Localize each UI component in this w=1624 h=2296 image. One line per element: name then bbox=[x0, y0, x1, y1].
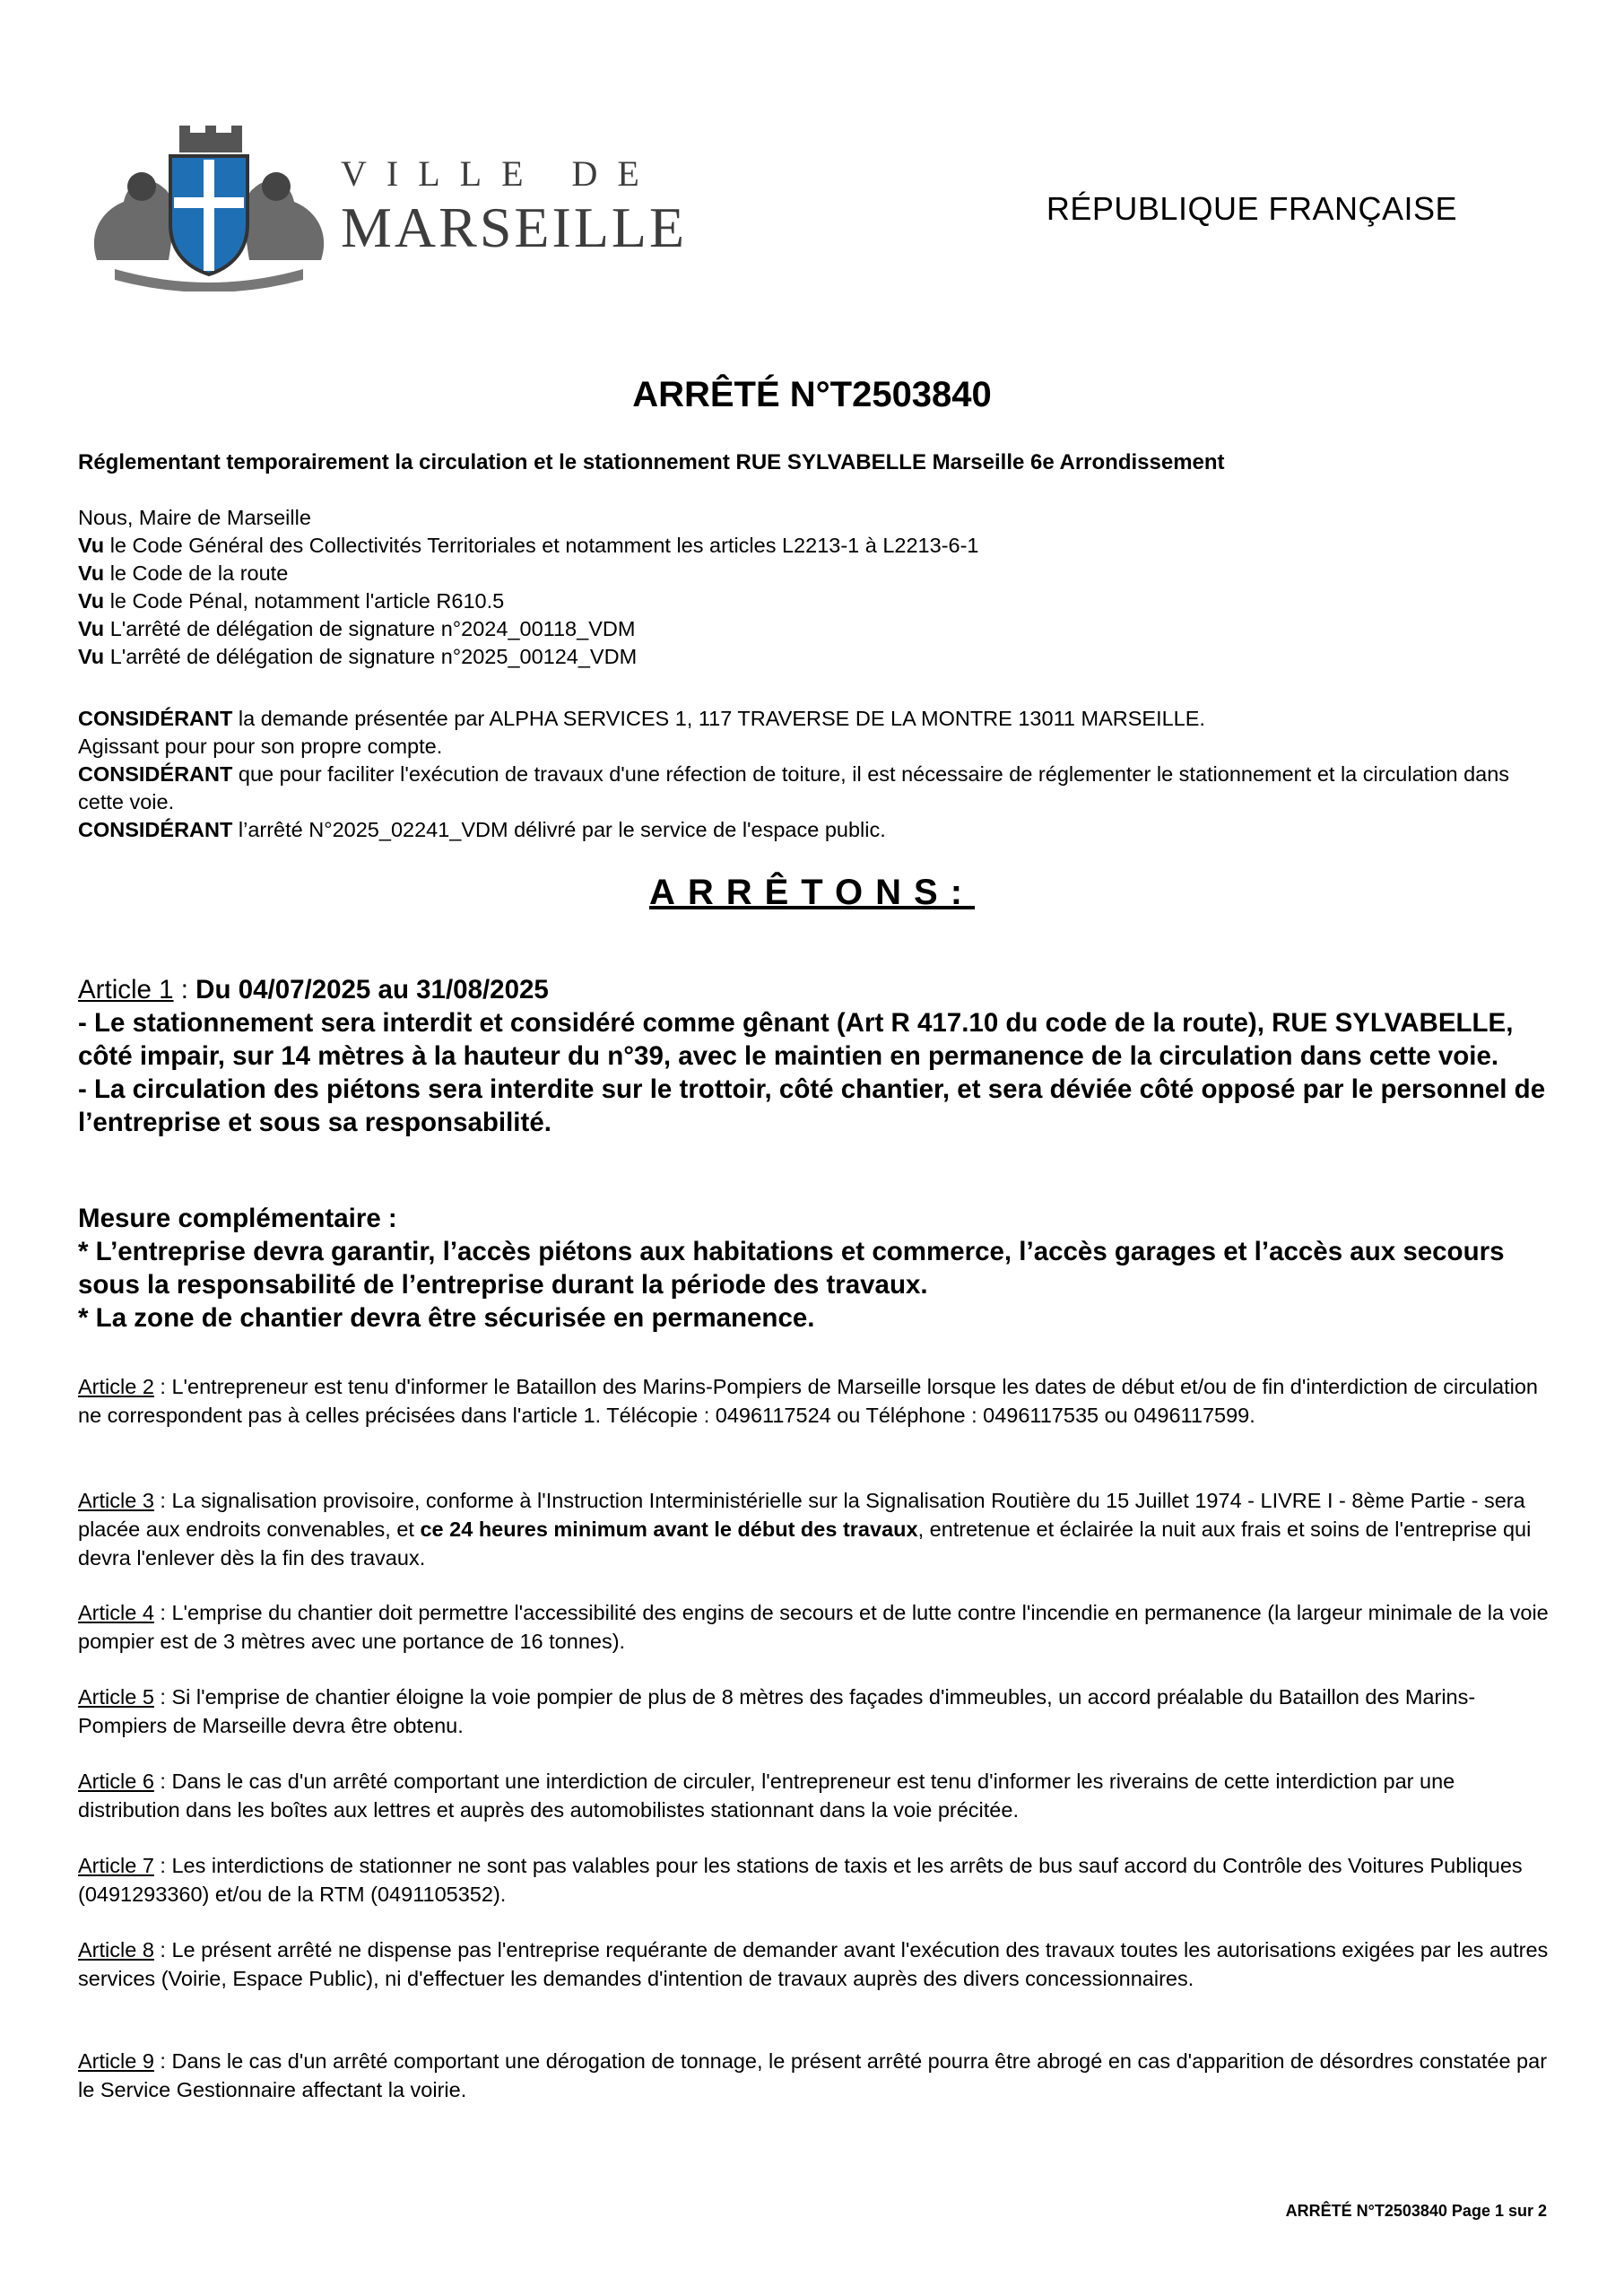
article-text: : Le présent arrêté ne dispense pas l'entreprise requérante de demander avant l'exécution des travaux toutes les autorisations exigées par les autres services (Voirie, Espace Public), ni d'effectuer les demandes d'intention de travaux auprès des divers concessionnaires. bbox=[78, 1938, 1549, 1990]
mesure-title: Mesure complémentaire : bbox=[78, 1204, 397, 1233]
arretons-heading: ARRÊTONS: bbox=[648, 873, 976, 912]
article-label: Article 7 bbox=[78, 1854, 154, 1877]
vu-text: le Code de la route bbox=[104, 561, 289, 585]
coat-of-arms-icon bbox=[79, 126, 339, 291]
considerant-2 bbox=[78, 761, 1549, 816]
article-3 bbox=[78, 1486, 1549, 1572]
article-text: : L'emprise du chantier doit permettre l'accessibilité des engins de secours et de lutte contre l'incendie en permanence (la largeur minimale de la voie pompier est de 3 mètres avec une portance de 16 tonnes). bbox=[78, 1601, 1549, 1653]
republique-francaise: RÉPUBLIQUE FRANÇAISE bbox=[1046, 190, 1457, 227]
logo-text-marseille: MARSEILLE bbox=[341, 196, 688, 259]
article-8 bbox=[78, 1935, 1549, 1993]
vu-text: le Code Pénal, notamment l'article R610.5 bbox=[104, 589, 505, 613]
article-9 bbox=[78, 2047, 1549, 2104]
article-4 bbox=[78, 1598, 1549, 1656]
considerant-1-line2: Agissant pour pour son propre compte. bbox=[78, 735, 443, 758]
vu-text: le Code Général des Collectivités Territoriales et notamment les articles L2213-1 à L2213-6-1 bbox=[104, 534, 979, 557]
mesure-paragraph: * L’entreprise devra garantir, l’accès piétons aux habitations et commerce, l’accès garages et l’accès aux secours sous la responsabilité de l’entreprise durant la période des travaux. bbox=[78, 1237, 1505, 1300]
article-1 bbox=[78, 973, 1549, 1139]
page-title: ARRÊTÉ N°T2503840 bbox=[632, 375, 992, 414]
article-text: , entretenue et éclairée la nuit aux frais et soins de l'entreprise qui devra l'enlever dès la fin des travaux. bbox=[78, 1518, 1532, 1570]
article-1-dates: Du 04/07/2025 au 31/08/2025 bbox=[195, 975, 549, 1004]
article-text: : Dans le cas d'un arrêté comportant une dérogation de tonnage, le présent arrêté pourra être abrogé en cas d'apparition de désordres constatée par le Service Gestionnaire affectant la voirie. bbox=[78, 2049, 1548, 2101]
vu-prefix: Vu bbox=[78, 589, 105, 613]
considerant-3 bbox=[78, 816, 1549, 844]
article-text: : Les interdictions de stationner ne sont pas valables pour les stations de taxis et les arrêts de bus sauf accord du Contrôle des Voitures Publiques (0491293360) et/ou de la RTM (0491105352). bbox=[78, 1854, 1523, 1906]
article-text: : Si l'emprise de chantier éloigne la voie pompier de plus de 8 mètres des façades d'immeubles, un accord préalable du Bataillon des Marins-Pompiers de Marseille devra être obtenu. bbox=[78, 1685, 1476, 1737]
vu-line bbox=[78, 587, 1549, 615]
vu-line bbox=[78, 615, 1549, 643]
article-text: : L'entrepreneur est tenu d'informer le Bataillon des Marins-Pompiers de Marseille lorsque les dates de début et/ou de fin d'interdiction de circulation ne correspondent pas à celles précisées dans l'article 1. Télécopie : 0496117524 ou Téléphone : 0496117535 ou 0496117599. bbox=[78, 1375, 1538, 1427]
article-1-paragraph: - Le stationnement sera interdit et considéré comme gênant (Art R 417.10 du code de la route), RUE SYLVABELLE, côté impair, sur 14 mètres à la hauteur du n°39, avec le maintien en permanence de la circulation dans cette voie. bbox=[78, 1008, 1514, 1071]
article-label: Article 4 bbox=[78, 1601, 154, 1624]
vu-text: L'arrêté de délégation de signature n°2024_00118_VDM bbox=[104, 617, 636, 640]
article-1-heading bbox=[78, 973, 1549, 1006]
vu-line bbox=[78, 560, 1549, 587]
considerant-text: la demande présentée par ALPHA SERVICES 1, 117 TRAVERSE DE LA MONTRE 13011 MARSEILLE. bbox=[232, 707, 1205, 730]
vu-prefix: Vu bbox=[78, 534, 105, 557]
article-text: : Dans le cas d'un arrêté comportant une interdiction de circuler, l'entrepreneur est tenu d'informer les riverains de cette interdiction par une distribution dans les boîtes aux lettres et auprès des automobilistes stationnant dans la voie précitée. bbox=[78, 1770, 1455, 1822]
article-7 bbox=[78, 1851, 1549, 1909]
article-label: Article 3 bbox=[78, 1489, 154, 1512]
considerant-prefix: CONSIDÉRANT bbox=[78, 707, 233, 730]
vu-prefix: Vu bbox=[78, 617, 105, 640]
article-label: Article 8 bbox=[78, 1938, 154, 1961]
city-logo bbox=[79, 126, 688, 291]
article-separator: : bbox=[173, 975, 196, 1004]
considerant-prefix: CONSIDÉRANT bbox=[78, 818, 233, 841]
vu-prefix: Vu bbox=[78, 561, 105, 585]
article-1-paragraph: - La circulation des piétons sera interdite sur le trottoir, côté chantier, et sera déviée côté opposé par le personnel de l’entreprise et sous sa responsabilité. bbox=[78, 1074, 1546, 1137]
article-6 bbox=[78, 1767, 1549, 1824]
considerant-text: l’arrêté N°2025_02241_VDM délivré par le service de l'espace public. bbox=[232, 818, 886, 841]
considerant-prefix: CONSIDÉRANT bbox=[78, 762, 233, 786]
article-label: Article 6 bbox=[78, 1770, 154, 1793]
article-label: Article 2 bbox=[78, 1375, 154, 1398]
article-2 bbox=[78, 1372, 1549, 1430]
vu-line bbox=[78, 643, 1549, 671]
considerants-section bbox=[78, 705, 1549, 844]
page-footer: ARRÊTÉ N°T2503840 Page 1 sur 2 bbox=[1285, 2202, 1547, 2220]
intro-line: Nous, Maire de Marseille bbox=[78, 506, 311, 529]
article-label: Article 5 bbox=[78, 1685, 154, 1709]
document-subtitle: Réglementant temporairement la circulation et le stationnement RUE SYLVABELLE Marseille 6e Arrondissement bbox=[78, 450, 1225, 474]
visas-section bbox=[78, 504, 1549, 671]
mesure-paragraph: * La zone de chantier devra être sécurisée en permanence. bbox=[78, 1303, 815, 1333]
vu-line bbox=[78, 532, 1549, 560]
article-text: : La signalisation provisoire, conforme à l'Instruction Interministérielle sur la Signalisation Routière du 15 Juillet 1974 - LIVRE I - 8ème Partie - sera placée aux endroits convenables, et bbox=[78, 1489, 1525, 1541]
mesure-complementaire bbox=[78, 1202, 1549, 1335]
vu-text: L'arrêté de délégation de signature n°2025_00124_VDM bbox=[104, 645, 638, 668]
logo-text-ville-de: VILLE DE bbox=[341, 153, 659, 194]
vu-prefix: Vu bbox=[78, 645, 105, 668]
considerant-text: que pour faciliter l'exécution de travaux d'une réfection de toiture, il est nécessaire de réglementer le stationnement et la circulation dans cette voie. bbox=[78, 762, 1510, 813]
article-label: Article 9 bbox=[78, 2049, 154, 2073]
considerant-1 bbox=[78, 705, 1549, 733]
article-text-bold: ce 24 heures minimum avant le début des travaux bbox=[420, 1518, 918, 1541]
article-5 bbox=[78, 1683, 1549, 1740]
article-label: Article 1 bbox=[78, 975, 174, 1004]
